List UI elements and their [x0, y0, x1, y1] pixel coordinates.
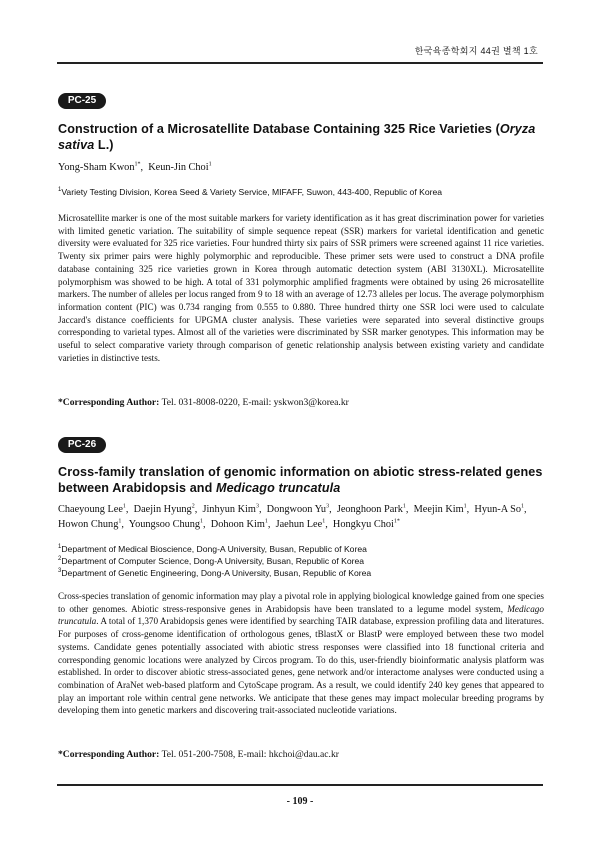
affiliation-list: [58, 543, 544, 579]
title-species: Medicago truncatula: [215, 481, 341, 495]
corresponding-author: *Corresponding Author: Tel. 051-200-7508, E-mail: hkchoi@dau.ac.kr: [58, 749, 339, 760]
paper-title: [58, 121, 546, 153]
affiliation: $^1$Department of Medical Bioscience, Dong-A University, Busan, Republic of Korea: [58, 544, 367, 554]
author: Dohoon Kim$^1$: [210, 518, 268, 530]
author: Keun-Jin Choi$^1$: [148, 161, 212, 173]
author: Youngsoo Chung$^1$: [128, 518, 204, 530]
affiliation: $^3$Department of Genetic Engineering, Dong-A University, Busan, Republic of Korea: [58, 568, 372, 578]
journal-header: 한국육종학회지 44권 별책 1호: [414, 46, 538, 56]
header-rule: [57, 62, 543, 64]
corresponding-author: *Corresponding Author: Tel. 031-8008-0220, E-mail: yskwon3@korea.kr: [58, 397, 349, 408]
author: Dongwoon Yu$^3$: [266, 503, 330, 515]
author: Jinhyun Kim$^3$: [202, 503, 259, 515]
paper-title: [58, 464, 546, 496]
paper-badge: PC-25: [58, 93, 106, 109]
title-text: Construction of a Microsatellite Database Containing 325 Rice Varieties (: [58, 122, 500, 136]
paper-badge: PC-26: [58, 437, 106, 453]
author: Howon Chung$^1$: [58, 518, 122, 530]
title-text: Cross-family translation of genomic information on abiotic stress-related genes between Arabidopsis and: [58, 465, 543, 495]
author-list: Chaeyoung Lee$^1$, Daejin Hyung$^2$, Jinhyun Kim$^3$, Dongwoon Yu$^3$, Jeonghoon Park$^1$, Meejin Kim$^1$, Hyun-A So$^1$, Howon Chung$^1$, Youngsoo Chung$^1$, Dohoon Kim$^1$, Jaehun Lee$^1$, Hongkyu Choi$^{1*}$: [58, 503, 527, 530]
title-end: L.): [94, 138, 114, 152]
author: Hyun-A So$^1$: [474, 503, 525, 515]
abstract: Cross-species translation of genomic information may play a pivotal role in applying biological knowledge gained from one species to other genomes. Abiotic stress-responsive genes in Arabidopsis have been translated to a legume model system, Medicago truncatula. A total of 1,370 Arabidopsis genes were identified by searching TAIR database, expression profiling data and literatures. For purposes of cross-genome identification of orthologous genes, tBlastX or BlastP were employed between these two model systems. Candidate genes potentially associated with abiotic stress responses were classified into 18 functional criteria and corresponding genomic locations were analyzed by Circos program. To do this, user-friendly bioinformatic analysis platform was established. In order to discover abiotic stress-associated genes, gene network and/or interactome analyses were conducted using a combination of AraNet web-based platform and CytoScape program. As a result, we could identify 240 key genes that appeared to play an important role within central gene networks. We anticipate that these genes may impact molecular breeding programs by developing them into genetic markers and discovering trait-associated nucleotide variations.: [58, 591, 544, 716]
abstract: Microsatellite marker is one of the most suitable markers for variety identification as it has great discrimination power for varieties with limited genetic variation. The suitability of simple sequence repeat (SSR) markers for varietal identification and genetic diversity were evaluated for 325 rice varieties. Four hundred thirty six pairs of SSR primers were screened against 11 rice varieties. Twenty six primer pairs were highly polymorphic and reproducible. These primer sets were used to construct a DNA profile database containing 325 rice varieties grown in Korea through automatic detection system (ABI 3130XL). Microsatellite polymorphism was showed to be high. A total of 331 polymorphic amplified fragments were obtained by using 26 microsatellite markers. The number of alleles per locus ranged from 9 to 18 with an average of 12.73 alleles per locus. The average polymorphism information content (PIC) was 0.734 ranging from 0.555 to 0.880. Three hundred thirty one SSR loci were used to calculate Jaccard's distance coefficients for UPGMA cluster analysis. These varieties were separated into several distinctive groups corresponding to varietal types. Almost all of the varieties were discriminated by SSR marker genotypes. This information may be useful to select comparative variety through comparison of genetic relationship analysis between existing variety and candidate varieties in distinctive tests.: [58, 213, 544, 363]
author: Daejin Hyung$^2$: [133, 503, 195, 515]
footer-rule: [57, 784, 543, 786]
abstract-species: Medicago truncatula: [58, 603, 544, 627]
author: Chaeyoung Lee$^1$: [58, 503, 126, 515]
author: Yong-Sham Kwon$^{1*}$: [58, 161, 141, 173]
title-species: Oryza sativa: [58, 122, 536, 152]
author: Jeonghoon Park$^1$: [336, 503, 406, 515]
affiliation: $^2$Department of Computer Science, Dong-A University, Busan, Republic of Korea: [58, 556, 365, 566]
author: Hongkyu Choi$^{1*}$: [332, 518, 400, 530]
author: Jaehun Lee$^1$: [275, 518, 326, 530]
author-list: Yong-Sham Kwon$^{1*}$, Keun-Jin Choi$^1$: [58, 161, 212, 173]
affiliation: $^1$Variety Testing Division, Korea Seed & Variety Service, MIFAFF, Suwon, 443-400, Republic of Korea: [58, 187, 443, 197]
author: Meejin Kim$^1$: [413, 503, 467, 515]
page-number: - 109 -: [286, 796, 314, 807]
